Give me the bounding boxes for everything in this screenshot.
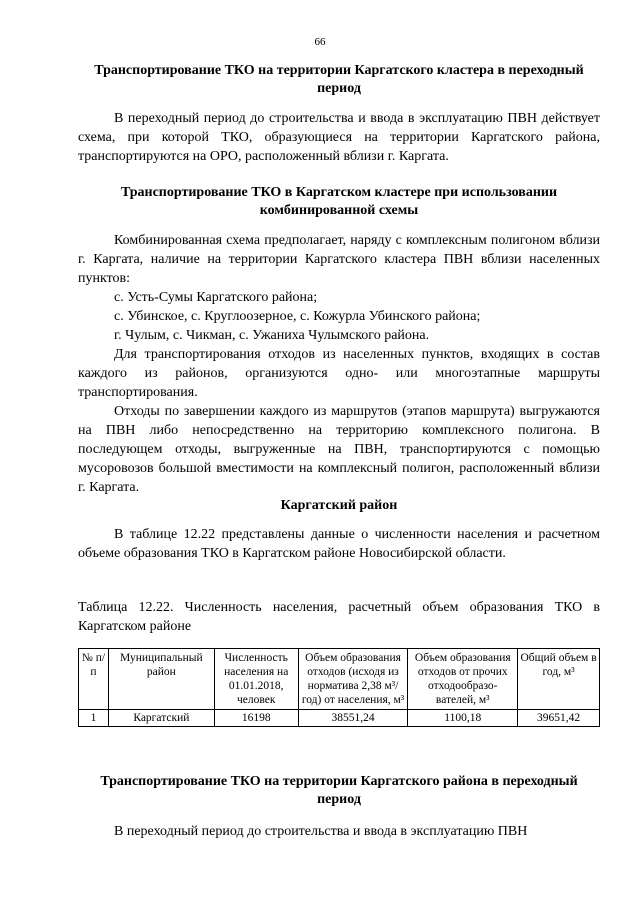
combined-scheme-section (78, 231, 600, 497)
paragraph-transitional-scheme: В переходный период до строительства и ввода в эксплуатацию ПВН действует схема, при которой ТКО, образующиеся на территории Каргатского района, транспортируются на ОРО, расположенный вблизи г. Каргата. (78, 111, 600, 164)
heading-combined-scheme: Транспортирование ТКО в Каргатском кластере при использовании комбинированной схемы (120, 185, 558, 218)
paragraph-unloading: Отходы по завершении каждого из маршрутов (этапов маршрута) выгружаются на ПВН либо непосредственно на территорию комплексного полигона. В последующем отходы, выгруженные на ПВН, транспортируются с помощью мусоровозов большой вместимости на комплексный полигон, расположенный вблизи г. Каргата. (78, 404, 600, 495)
cell-population: 16198 (214, 710, 298, 727)
cell-population-waste: 38551,24 (298, 710, 408, 727)
table-header-row (79, 649, 600, 710)
paragraph-table-intro: В таблице 12.22 представлены данные о численности населения и расчетном объеме образования ТКО в Каргатском районе Новосибирской области. (78, 527, 600, 561)
header-population-waste-volume: Объем образования отходов (исходя из норматива 2,38 м³/год) от населения, м³ (298, 649, 408, 710)
header-other-waste-volume: Объем образования отходов от прочих отходообразо-вателей, м³ (408, 649, 518, 710)
heading-district-transitional: Транспортирование ТКО на территории Каргатского района в переходный период (100, 774, 578, 807)
cell-district: Каргатский (108, 710, 214, 727)
header-total-volume: Общий объем в год, м³ (518, 649, 600, 710)
cell-total: 39651,42 (518, 710, 600, 727)
header-population: Численность населения на 01.01.2018, человек (214, 649, 298, 710)
list-item: г. Чулым, с. Чикман, с. Ужаниха Чулымского района. (114, 328, 430, 343)
population-waste-table (78, 648, 600, 727)
header-municipal-district: Муниципальный район (108, 649, 214, 710)
heading-kargat-district: Каргатский район (280, 498, 398, 513)
paragraph-district-transitional: В переходный период до строительства и ввода в эксплуатацию ПВН (114, 824, 528, 839)
paragraph-combined-scheme: Комбинированная схема предполагает, наряду с комплексным полигоном вблизи г. Каргата, наличие на территории Каргатского кластера ПВН вблизи населенных пунктов: (78, 233, 600, 286)
cell-other-waste: 1100,18 (408, 710, 518, 727)
list-item: с. Усть-Сумы Каргатского района; (114, 290, 318, 305)
cell-number: 1 (79, 710, 109, 727)
heading-cluster-transitional: Транспортирование ТКО на территории Каргатского кластера в переходный период (94, 63, 584, 96)
paragraph-routes: Для транспортирования отходов из населенных пунктов, входящих в состав каждого из районов, организуются одно- или многоэтапные маршруты транспортирования. (78, 347, 600, 400)
header-number: № п/п (79, 649, 109, 710)
table-row (79, 710, 600, 727)
list-item: с. Убинское, с. Круглоозерное, с. Кожурла Убинского района; (114, 309, 481, 324)
page-number: 66 (314, 36, 326, 48)
table-caption: Таблица 12.22. Численность населения, расчетный объем образования ТКО в Каргатском районе (78, 600, 600, 634)
